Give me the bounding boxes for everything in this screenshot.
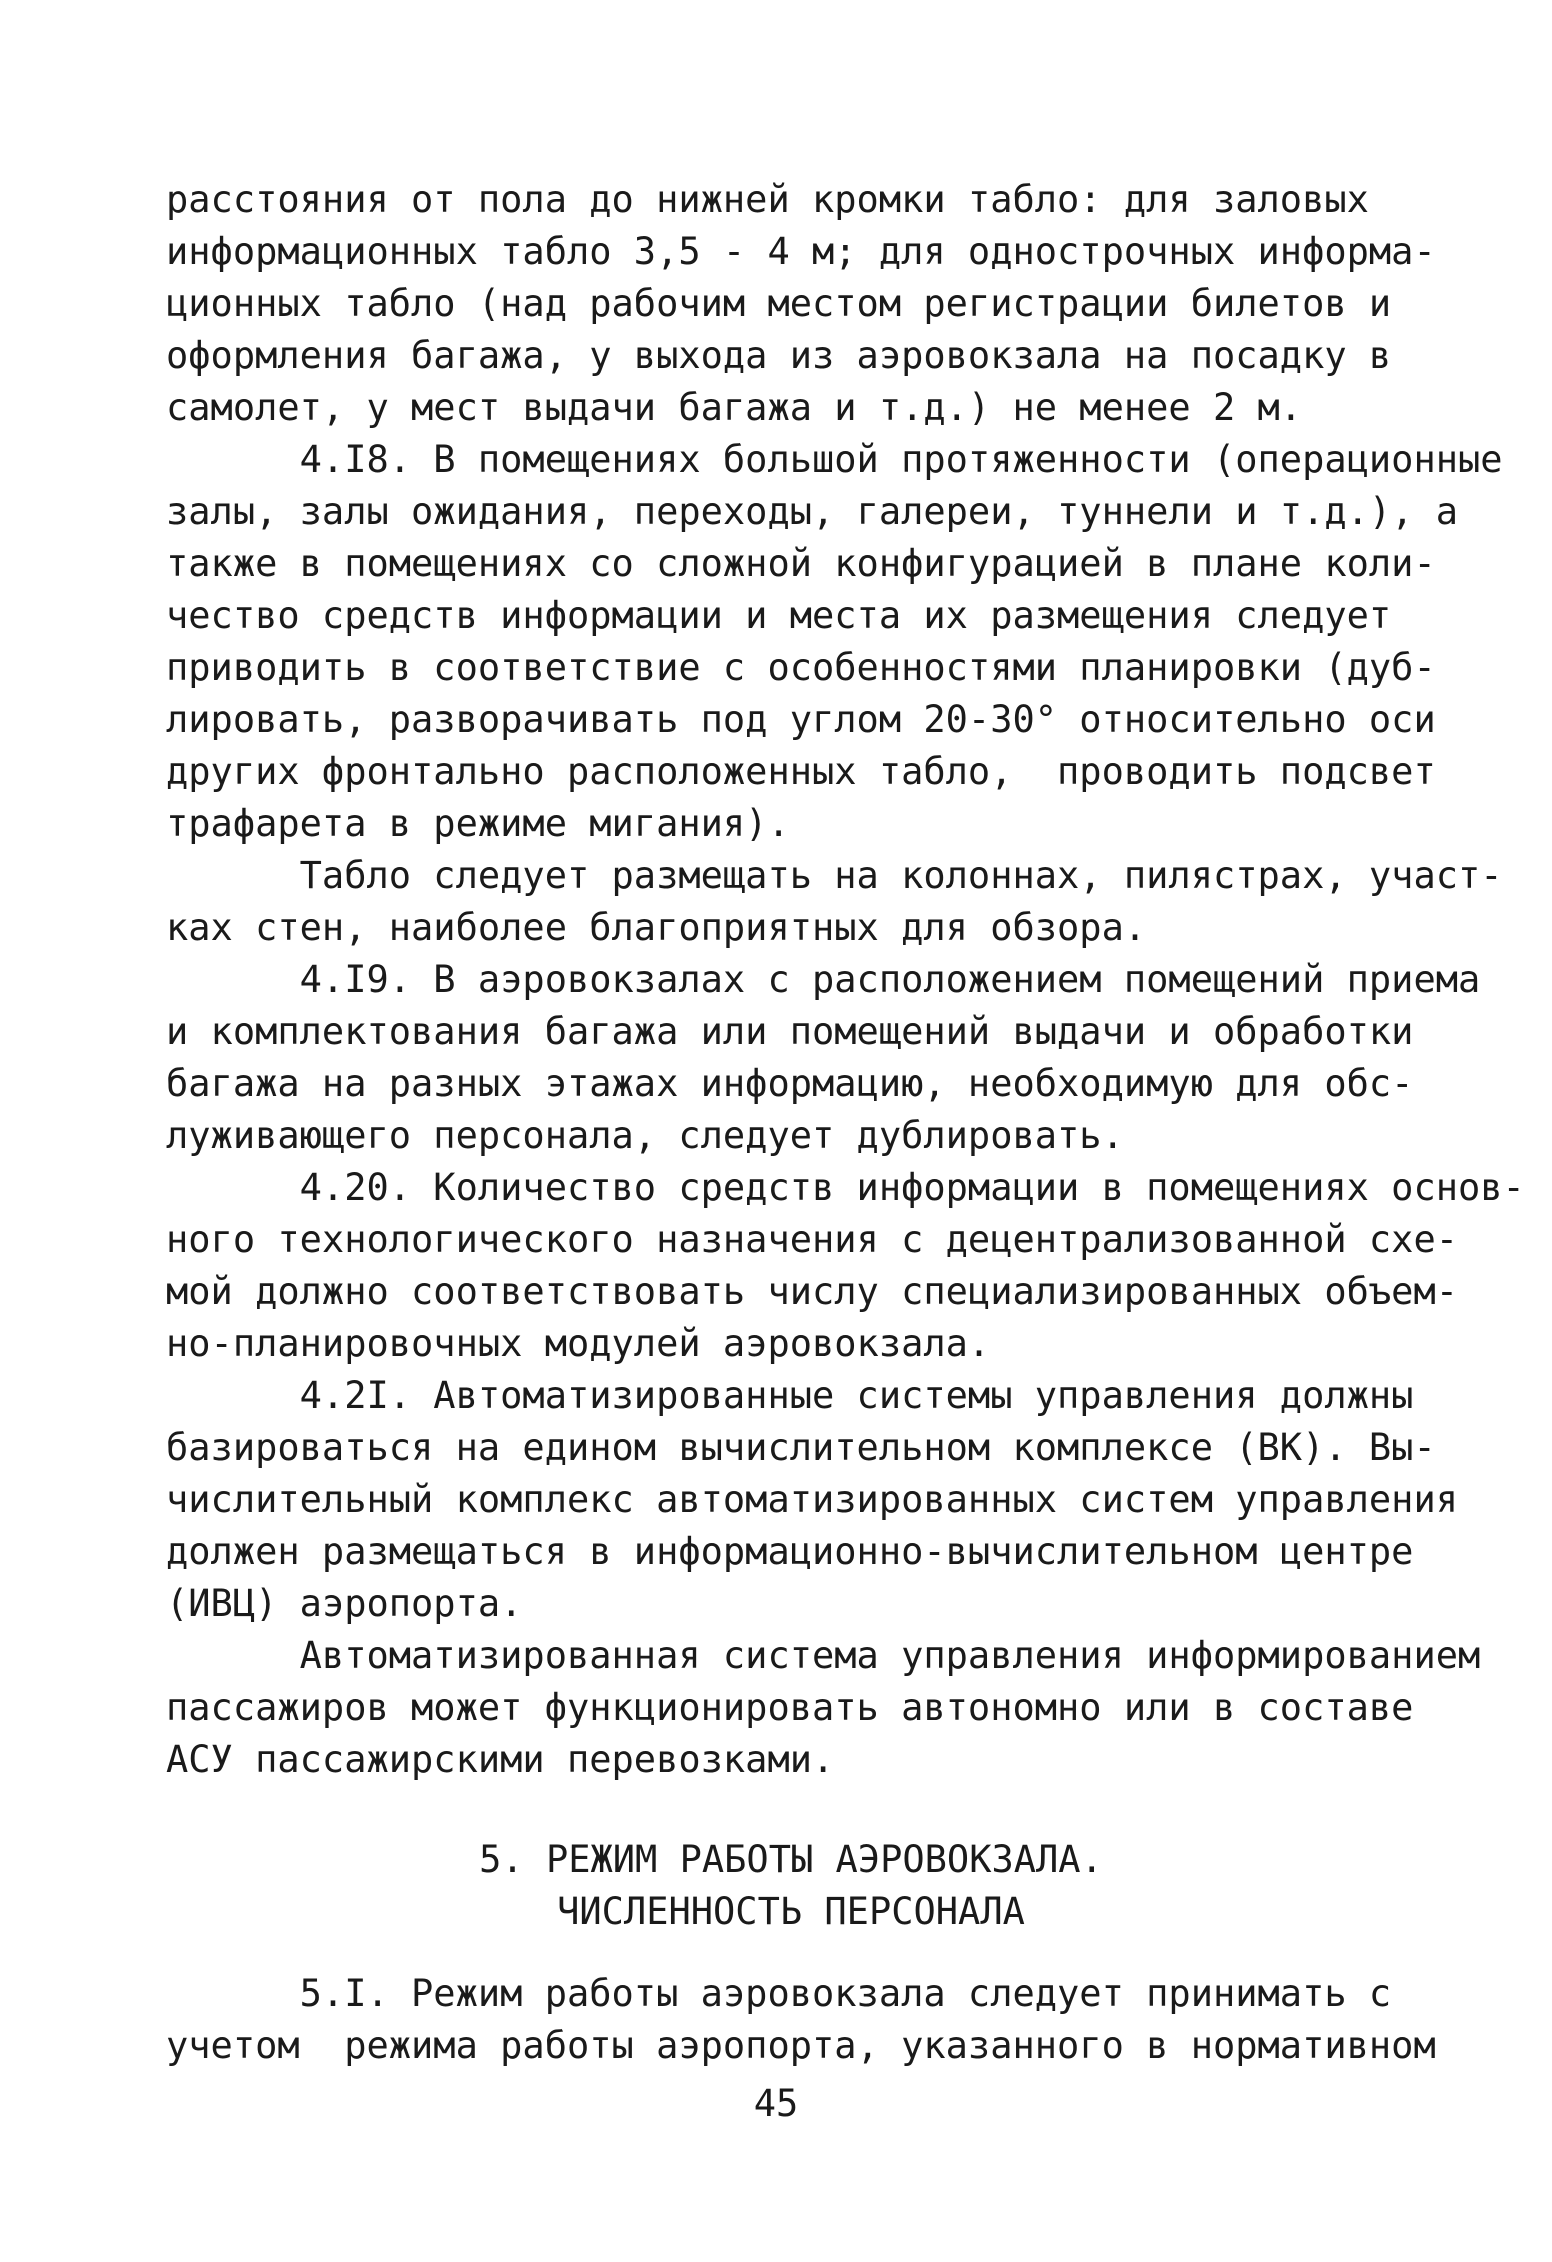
text-line: залы, залы ожидания, переходы, галереи, туннели и т.д.), а <box>166 490 1459 533</box>
text-line: ного технологического назначения с децентрализованной схе- <box>166 1218 1459 1261</box>
text-line: лировать, разворачивать под углом 20-30° относительно оси <box>166 698 1436 741</box>
text-line: 4.I9. В аэровокзалах с расположением помещений приема <box>166 958 1481 1001</box>
text-line: трафарета в режиме мигания). <box>166 802 790 845</box>
section-heading-line-2: ЧИСЛЕННОСТЬ ПЕРСОНАЛА <box>557 1890 1025 1933</box>
text-line: оформления багажа, у выхода из аэровокзала на посадку в <box>166 334 1392 377</box>
text-line: но-планировочных модулей аэровокзала. <box>166 1322 991 1365</box>
text-line: и комплектования багажа или помещений выдачи и обработки <box>166 1010 1414 1053</box>
page-number: 45 <box>753 2082 799 2125</box>
section-heading <box>166 1834 1416 1938</box>
paragraph-4-21 <box>166 1370 1459 1630</box>
text-line: других фронтально расположенных табло, проводить подсвет <box>166 750 1436 793</box>
text-line: 5.I. Режим работы аэровокзала следует принимать с <box>166 1972 1392 2015</box>
text-line: луживающего персонала, следует дублировать. <box>166 1114 1124 1157</box>
text-line: 4.20. Количество средств информации в помещениях основ- <box>166 1166 1525 1209</box>
paragraph-tablo-placement <box>166 850 1503 954</box>
paragraph-passenger-info-system <box>166 1630 1481 1786</box>
paragraph-4-18 <box>166 434 1503 850</box>
text-line: мой должно соответствовать числу специализированных объем- <box>166 1270 1459 1313</box>
text-line: 4.I8. В помещениях большой протяженности (операционные <box>166 438 1503 481</box>
text-line: АСУ пассажирскими перевозками. <box>166 1738 835 1781</box>
paragraph-5-1 <box>166 1968 1436 2072</box>
text-line: должен размещаться в информационно-вычислительном центре <box>166 1530 1414 1573</box>
text-line: ках стен, наиболее благоприятных для обзора. <box>166 906 1147 949</box>
text-line: информационных табло 3,5 - 4 м; для однострочных информа- <box>166 230 1436 273</box>
text-line: (ИВЦ) аэропорта. <box>166 1582 523 1625</box>
text-line: багажа на разных этажах информацию, необходимую для обс- <box>166 1062 1414 1105</box>
text-line: ционных табло (над рабочим местом регистрации билетов и <box>166 282 1392 325</box>
section-heading-line-1: 5. РЕЖИМ РАБОТЫ АЭРОВОКЗАЛА. <box>479 1838 1103 1881</box>
text-line: самолет, у мест выдачи багажа и т.д.) не менее 2 м. <box>166 386 1303 429</box>
text-line: приводить в соответствие с особенностями планировки (дуб- <box>166 646 1436 689</box>
text-line: пассажиров может функционировать автономно или в составе <box>166 1686 1414 1729</box>
text-line: учетом режима работы аэропорта, указанного в нормативном <box>166 2024 1436 2067</box>
text-line: расстояния от пола до нижней кромки табло: для заловых <box>166 178 1369 221</box>
paragraph-4-19 <box>166 954 1481 1162</box>
text-line: базироваться на едином вычислительном комплексе (ВК). Вы- <box>166 1426 1436 1469</box>
text-line: также в помещениях со сложной конфигурацией в плане коли- <box>166 542 1436 585</box>
page-content <box>166 174 1525 2072</box>
paragraph-4-20 <box>166 1162 1525 1370</box>
text-line: чество средств информации и места их размещения следует <box>166 594 1392 637</box>
text-line: 4.2I. Автоматизированные системы управления должны <box>166 1374 1414 1417</box>
text-line: числительный комплекс автоматизированных систем управления <box>166 1478 1459 1521</box>
paragraph-placement-heights <box>166 174 1436 434</box>
text-line: Табло следует размещать на колоннах, пилястрах, участ- <box>166 854 1503 897</box>
text-line: Автоматизированная система управления информированием <box>166 1634 1481 1677</box>
